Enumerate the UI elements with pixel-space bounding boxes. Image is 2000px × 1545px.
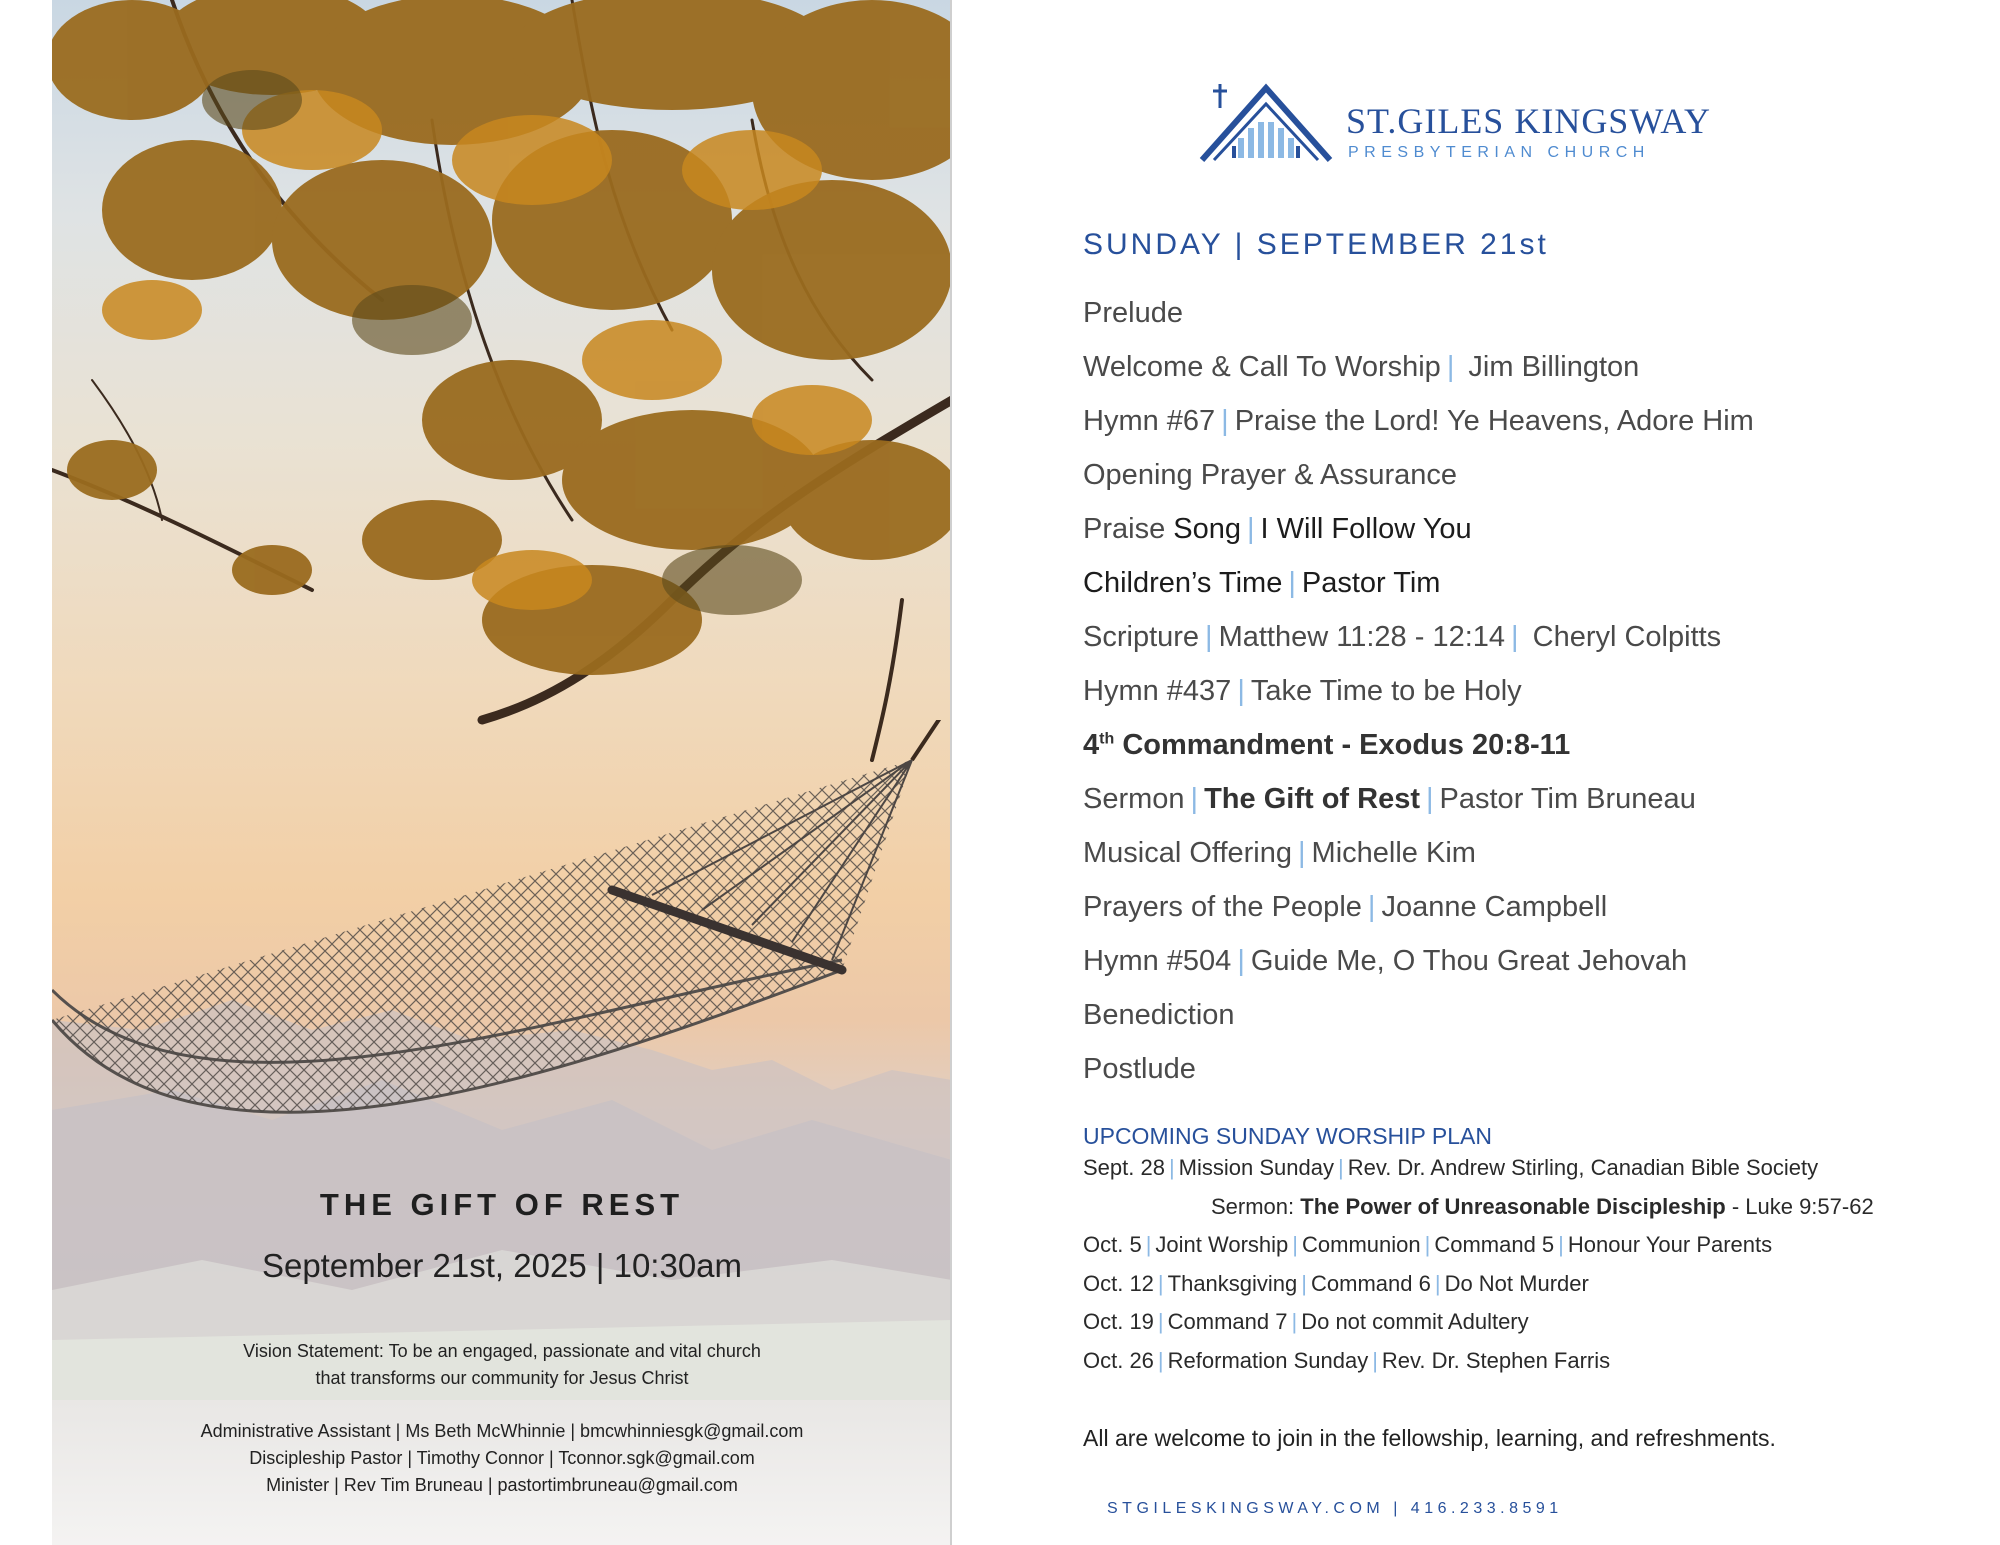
commandment-text: Commandment - Exodus 20:8-11 — [1122, 729, 1571, 761]
hymn-title: Take Time to be Holy — [1250, 675, 1522, 707]
hymn-number: Hymn #437 — [1083, 675, 1232, 707]
item-label: Sermon — [1083, 783, 1185, 815]
schedule-event: Joint Worship — [1155, 1232, 1289, 1257]
order-item — [1083, 617, 1963, 671]
hymn-title: Praise the Lord! Ye Heavens, Adore Him — [1234, 405, 1754, 437]
order-item — [1083, 347, 1963, 401]
schedule-speaker: Rev. Dr. Andrew Stirling, Canadian Bible Society — [1347, 1155, 1819, 1180]
schedule-row — [1083, 1268, 1983, 1307]
website-phone[interactable]: STGILESKINGSWAY.COM | 416.233.8591 — [1107, 1500, 1563, 1517]
schedule-event: Reformation Sunday — [1167, 1347, 1369, 1373]
item-leader: Jim Billington — [1468, 351, 1640, 383]
church-subtitle: PRESBYTERIAN CHURCH — [1348, 144, 1650, 161]
schedule-row — [1083, 1191, 1983, 1230]
schedule-date: Oct. 12 — [1083, 1270, 1154, 1296]
order-item — [1083, 509, 1963, 563]
separator: | — [1237, 945, 1245, 977]
vision-line: that transforms our community for Jesus Christ — [315, 1368, 689, 1388]
separator: | — [1247, 513, 1255, 545]
contact-line: Administrative Assistant | Ms Beth McWhinnie | bmcwhinniesgk@gmail.com — [200, 1421, 804, 1441]
order-item — [1083, 1049, 1963, 1103]
sermon-prefix: Sermon: — [1211, 1193, 1301, 1219]
separator: | — [1168, 1155, 1175, 1180]
item-leader: Pastor Tim Bruneau — [1439, 783, 1696, 815]
cover-date-time: September 21st, 2025 | 10:30am — [261, 1247, 743, 1284]
separator: | — [1425, 783, 1434, 815]
church-name: ST.GILES KINGSWAY — [1346, 101, 1712, 141]
schedule-event: Communion — [1302, 1232, 1421, 1257]
separator: | — [1301, 1270, 1307, 1296]
item-label: Postlude — [1083, 1053, 1196, 1085]
song-title: I Will Follow You — [1260, 513, 1472, 545]
separator: | — [1157, 1309, 1164, 1334]
schedule-event: Honour Your Parents — [1567, 1232, 1773, 1257]
schedule-row — [1083, 1229, 1983, 1268]
separator: | — [1337, 1155, 1344, 1180]
schedule-date: Oct. 26 — [1083, 1347, 1154, 1373]
separator: | — [1367, 891, 1376, 923]
order-item — [1083, 833, 1963, 887]
separator: | — [1424, 1232, 1431, 1257]
cover-title: THE GIFT OF REST — [319, 1187, 685, 1222]
order-item — [1083, 671, 1963, 725]
item-label: Welcome & Call To Worship — [1083, 351, 1441, 383]
separator: | — [1298, 837, 1306, 869]
church-icon — [1196, 78, 1336, 164]
welcome-note: All are welcome to join in the fellowship, learning, and refreshments. — [1083, 1425, 1776, 1451]
item-label: Benediction — [1083, 999, 1235, 1031]
separator: | — [1291, 1309, 1298, 1334]
schedule-speaker: Rev. Dr. Stephen Farris — [1381, 1347, 1611, 1373]
church-logo — [1196, 78, 1756, 168]
scripture-reference: Matthew 11:28 - 12:14 — [1218, 621, 1506, 653]
order-of-service — [1083, 293, 1963, 1103]
commandment-suffix: th — [1099, 730, 1115, 748]
item-leader: Pastor Tim — [1301, 567, 1441, 599]
hammock-illustration — [52, 720, 952, 1220]
commandment-number: 4 — [1083, 729, 1100, 761]
order-item — [1083, 455, 1963, 509]
order-item — [1083, 725, 1963, 779]
item-label-emphasis: Song — [1173, 513, 1241, 545]
order-item — [1083, 995, 1963, 1049]
cover-panel — [52, 0, 952, 1545]
schedule-date: Sept. 28 — [1083, 1155, 1165, 1180]
order-item — [1083, 401, 1963, 455]
item-label: Musical Offering — [1083, 837, 1292, 869]
order-item — [1083, 887, 1963, 941]
upcoming-heading: UPCOMING SUNDAY WORSHIP PLAN — [1083, 1123, 1492, 1149]
separator: | — [1372, 1347, 1378, 1373]
order-item — [1083, 563, 1963, 617]
sermon-reference: - Luke 9:57-62 — [1725, 1193, 1874, 1219]
hymn-number: Hymn #504 — [1083, 945, 1232, 977]
order-item — [1083, 779, 1963, 833]
separator: | — [1434, 1270, 1441, 1296]
separator: | — [1145, 1232, 1152, 1257]
service-date-heading: SUNDAY | SEPTEMBER 21st — [1083, 228, 1549, 261]
item-label: Opening Prayer & Assurance — [1083, 459, 1457, 491]
schedule-event: Mission Sunday — [1178, 1155, 1334, 1180]
item-leader: Joanne Campbell — [1381, 891, 1608, 923]
schedule-event: Do Not Murder — [1444, 1270, 1589, 1296]
upcoming-schedule — [1083, 1152, 1983, 1383]
schedule-event: Command 7 — [1167, 1309, 1288, 1334]
item-label: Praise — [1083, 513, 1166, 545]
vision-line: Vision Statement: To be an engaged, passionate and vital church — [243, 1341, 761, 1361]
contact-line: Minister | Rev Tim Bruneau | pastortimbruneau@gmail.com — [266, 1475, 738, 1495]
separator: | — [1157, 1270, 1164, 1296]
separator: | — [1292, 1232, 1298, 1257]
schedule-date: Oct. 19 — [1083, 1309, 1154, 1334]
item-label: Children’s Time — [1083, 567, 1283, 599]
schedule-event: Do not commit Adultery — [1301, 1309, 1529, 1334]
contact-line: Discipleship Pastor | Timothy Connor | Tconnor.sgk@gmail.com — [249, 1448, 755, 1468]
schedule-row — [1083, 1345, 1983, 1384]
vision-statement — [52, 1338, 952, 1392]
hymn-number: Hymn #67 — [1083, 405, 1216, 437]
schedule-row — [1083, 1152, 1983, 1191]
schedule-row — [1083, 1306, 1983, 1345]
sermon-title: The Power of Unreasonable Discipleship — [1300, 1193, 1726, 1219]
order-item — [1083, 941, 1963, 995]
sermon-title: The Gift of Rest — [1204, 783, 1420, 815]
separator: | — [1511, 621, 1519, 653]
item-label: Prayers of the People — [1083, 891, 1362, 923]
item-leader: Cheryl Colpitts — [1532, 621, 1722, 653]
separator: | — [1205, 621, 1213, 653]
hymn-title: Guide Me, O Thou Great Jehovah — [1250, 945, 1688, 977]
separator: | — [1237, 675, 1245, 707]
separator: | — [1446, 351, 1455, 383]
schedule-date: Oct. 5 — [1083, 1232, 1142, 1257]
schedule-event: Thanksgiving — [1167, 1270, 1298, 1296]
page-divider — [950, 0, 952, 1545]
separator: | — [1157, 1347, 1164, 1373]
item-leader: Michelle Kim — [1311, 837, 1476, 869]
separator: | — [1558, 1232, 1564, 1257]
schedule-event: Command 6 — [1311, 1270, 1431, 1296]
separator: | — [1190, 783, 1199, 815]
schedule-event: Command 5 — [1434, 1232, 1555, 1257]
separator: | — [1288, 567, 1296, 599]
staff-contacts — [52, 1418, 952, 1499]
item-label: Prelude — [1083, 297, 1183, 329]
item-label: Scripture — [1083, 621, 1200, 653]
separator: | — [1221, 405, 1229, 437]
order-item — [1083, 293, 1963, 347]
